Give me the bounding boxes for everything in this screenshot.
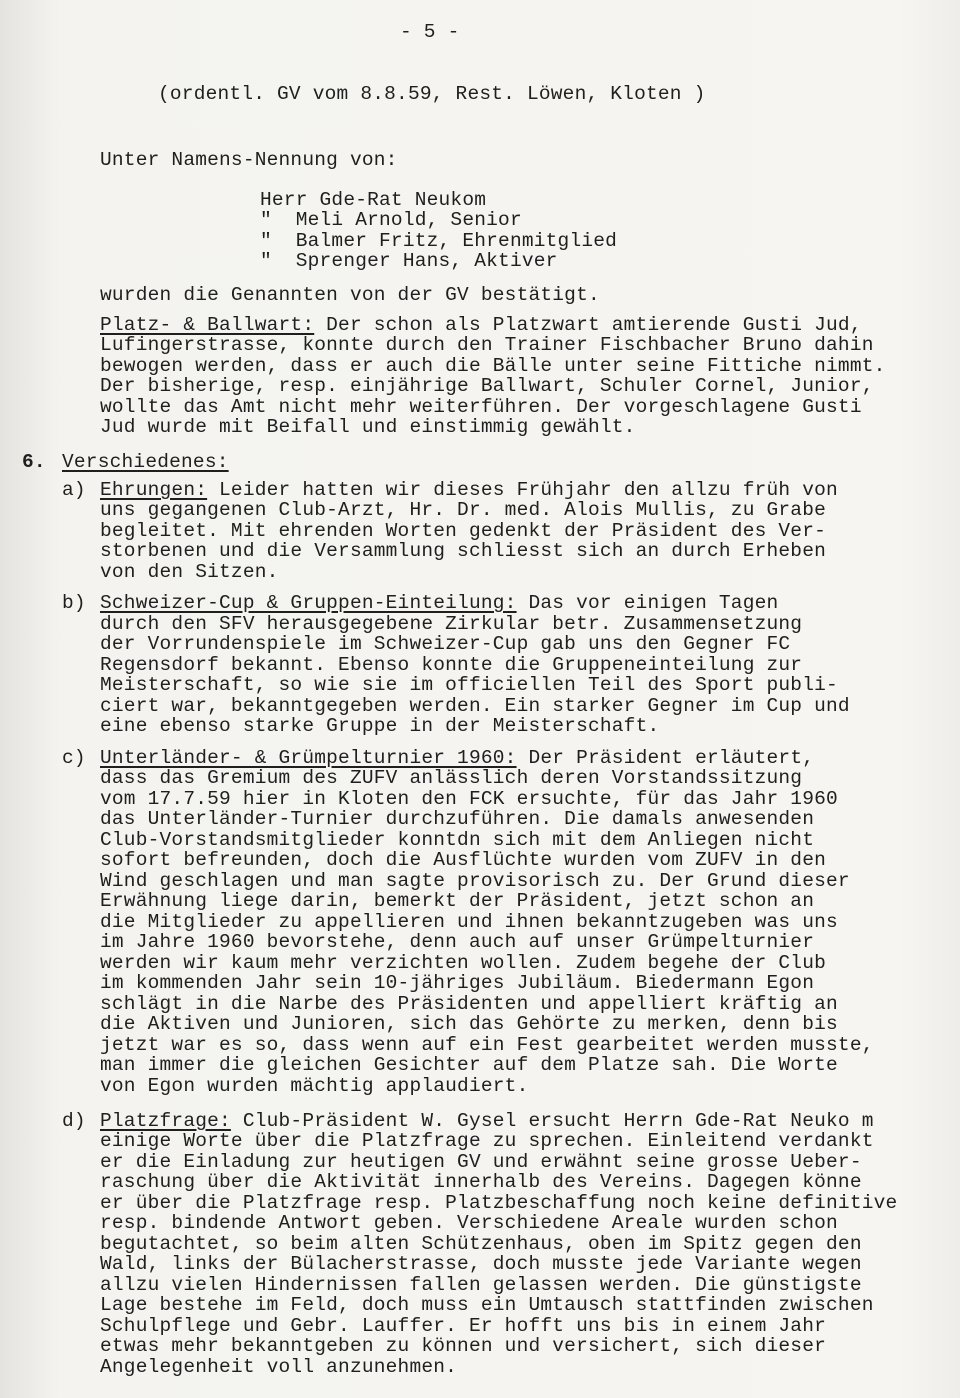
paragraph-line: er über die Platzfrage resp. Platzbeschaffung noch keine definitive bbox=[100, 1192, 898, 1214]
paragraph-line: von Egon wurden mächtig applaudiert. bbox=[100, 1075, 529, 1097]
section-title: Verschiedenes: bbox=[62, 451, 229, 473]
name-line: Herr Gde-Rat Neukom bbox=[260, 189, 487, 211]
paragraph-line: Angelegenheit voll anzunehmen. bbox=[100, 1356, 458, 1378]
name-line: " Sprenger Hans, Aktiver bbox=[260, 250, 558, 272]
name-line: " Meli Arnold, Senior bbox=[260, 209, 522, 231]
paragraph-line: resp. bindende Antwort geben. Verschiedene Areale wurden schon bbox=[100, 1212, 838, 1234]
paragraph-line: man immer die gleichen Gesichter auf dem Platze sah. Die Worte bbox=[100, 1054, 838, 1076]
item-b-heading: Schweizer-Cup & Gruppen-Einteilung: bbox=[100, 592, 517, 614]
section-number: 6. bbox=[22, 451, 46, 473]
item-label: c) bbox=[62, 747, 86, 769]
paragraph-line: Leider hatten wir dieses Frühjahr den allzu früh von bbox=[207, 479, 838, 501]
paragraph-line: Der bisherige, resp. einjährige Ballwart, Schuler Cornel, Junior, bbox=[100, 375, 874, 397]
confirmation-line: wurden die Genannten von der GV bestätigt. bbox=[100, 284, 600, 306]
item-label: d) bbox=[62, 1110, 86, 1132]
paragraph-line: schlägt in die Narbe des Präsidenten und appelliert kräftig an bbox=[100, 993, 838, 1015]
page-number: - 5 - bbox=[400, 21, 460, 43]
paragraph-line: Wald, links der Bülacherstrasse, doch musste jede Variante wegen bbox=[100, 1253, 862, 1275]
item-b-first-line bbox=[100, 593, 778, 613]
paragraph-line: dass das Gremium des ZUFV anlässlich deren Vorstandssitzung bbox=[100, 767, 803, 789]
item-a-first-line bbox=[100, 480, 838, 500]
paragraph-line: sofort befreunden, doch die Ausflüchte wurden vom ZUFV in den bbox=[100, 849, 827, 871]
paragraph-line: im Jahre 1960 bevorstehe, denn auch auf unser Grümpelturnier bbox=[100, 931, 815, 953]
name-line: " Balmer Fritz, Ehrenmitglied bbox=[260, 230, 618, 252]
paragraph-line: Der schon als Platzwart amtierende Gusti Jud, bbox=[314, 314, 862, 336]
paragraph-line: vom 17.7.59 hier in Kloten den FCK ersuchte, für das Jahr 1960 bbox=[100, 788, 838, 810]
paragraph-line: einige Worte über die Platzfrage zu sprechen. Einleitend verdankt bbox=[100, 1130, 874, 1152]
paragraph-line: Erwähnung liege darin, bemerkt der Präsident, jetzt schon an bbox=[100, 890, 815, 912]
paragraph-line: uns gegangenen Club-Arzt, Hr. Dr. med. Alois Mullis, zu Grabe bbox=[100, 499, 827, 521]
paragraph-line: Das vor einigen Tagen bbox=[516, 592, 779, 614]
platzwart-heading: Platz- & Ballwart: bbox=[100, 314, 315, 336]
paragraph-line: Regensdorf bekannt. Ebenso konnte die Gruppeneinteilung zur bbox=[100, 654, 803, 676]
paragraph-line: Schulpflege und Gebr. Lauffer. Er hofft uns bis in einem Jahr bbox=[100, 1315, 827, 1337]
paragraph-line: der Vorrundenspiele im Schweizer-Cup gab uns den Gegner FC bbox=[100, 633, 791, 655]
paragraph-line: allzu vielen Hindernissen fallen gelassen werden. Die günstigste bbox=[100, 1274, 862, 1296]
naming-intro: Unter Namens-Nennung von: bbox=[100, 149, 398, 171]
paragraph-line: etwas mehr bekanntgeben zu können und versichert, sich dieser bbox=[100, 1335, 827, 1357]
item-a-heading: Ehrungen: bbox=[100, 479, 208, 501]
paragraph-line: das Unterländer-Turnier durchzuführen. Die damals anwesenden bbox=[100, 808, 815, 830]
paragraph-line: begleitet. Mit ehrenden Worten gedenkt der Präsident des Ver- bbox=[100, 520, 827, 542]
paragraph-line: begutachtet, so beim alten Schützenhaus, oben im Spitz gegen den bbox=[100, 1233, 862, 1255]
paragraph-line: Lufingerstrasse, konnte durch den Trainer Fischbacher Bruno dahin bbox=[100, 334, 874, 356]
item-d-heading: Platzfrage: bbox=[100, 1110, 231, 1132]
paragraph-line: raschung über die Aktivität innerhalb des Vereins. Dagegen könne bbox=[100, 1171, 862, 1193]
item-d-first-line bbox=[100, 1111, 874, 1131]
paragraph-line: werden wir kaum mehr verzichten wollen. Zudem begehe der Club bbox=[100, 952, 827, 974]
item-c-heading: Unterländer- & Grümpelturnier 1960: bbox=[100, 747, 517, 769]
paragraph-line: Club-Vorstandsmitglieder konntdn sich mit dem Anliegen nicht bbox=[100, 829, 815, 851]
paragraph-line: durch den SFV herausgegebene Zirkular betr. Zusammensetzung bbox=[100, 613, 803, 635]
item-label: a) bbox=[62, 479, 86, 501]
paragraph-line: die Aktiven und Junioren, sich das Gehörte zu merken, denn bis bbox=[100, 1013, 838, 1035]
paragraph-line: Der Präsident erläutert, bbox=[516, 747, 815, 769]
paragraph-line: von den Sitzen. bbox=[100, 561, 279, 583]
paragraph-line: wollte das Amt nicht mehr weiterführen. Der vorgeschlagene Gusti bbox=[100, 396, 862, 418]
paragraph-line: die Mitglieder zu appellieren und ihnen bekanntzugeben was uns bbox=[100, 911, 838, 933]
paragraph-line: Club-Präsident W. Gysel ersucht Herrn Gde-Rat Neuko m bbox=[230, 1110, 874, 1132]
paragraph-line: Meisterschaft, so wie sie im officiellen Teil des Sport publi- bbox=[100, 674, 838, 696]
platzwart-first-line bbox=[100, 315, 862, 335]
paragraph-line: storbenen und die Versammlung schliesst sich an durch Erheben bbox=[100, 540, 827, 562]
paragraph-line: bewogen werden, dass er auch die Bälle unter seine Fittiche nimmt. bbox=[100, 355, 886, 377]
item-label: b) bbox=[62, 592, 86, 614]
paragraph-line: Lage bestehe im Feld, doch muss ein Umtausch stattfinden zwischen bbox=[100, 1294, 874, 1316]
paragraph-line: Wind geschlagen und man sagte provisorisch zu. Der Grund dieser bbox=[100, 870, 850, 892]
item-c-first-line bbox=[100, 748, 814, 768]
paragraph-line: eine ebenso starke Gruppe in der Meisterschaft. bbox=[100, 715, 660, 737]
paragraph-line: jetzt war es so, dass wenn auf ein Fest gearbeitet werden musste, bbox=[100, 1034, 874, 1056]
paragraph-line: Jud wurde mit Beifall und einstimmig gewählt. bbox=[100, 416, 636, 438]
paragraph-line: er die Einladung zur heutigen GV und erwähnt seine grosse Ueber- bbox=[100, 1151, 862, 1173]
paragraph-line: ciert war, bekanntgegeben werden. Ein starker Gegner im Cup und bbox=[100, 695, 850, 717]
meeting-note: (ordentl. GV vom 8.8.59, Rest. Löwen, Kloten ) bbox=[158, 83, 706, 105]
paragraph-line: im kommenden Jahr sein 10-jähriges Jubiläum. Biedermann Egon bbox=[100, 972, 815, 994]
